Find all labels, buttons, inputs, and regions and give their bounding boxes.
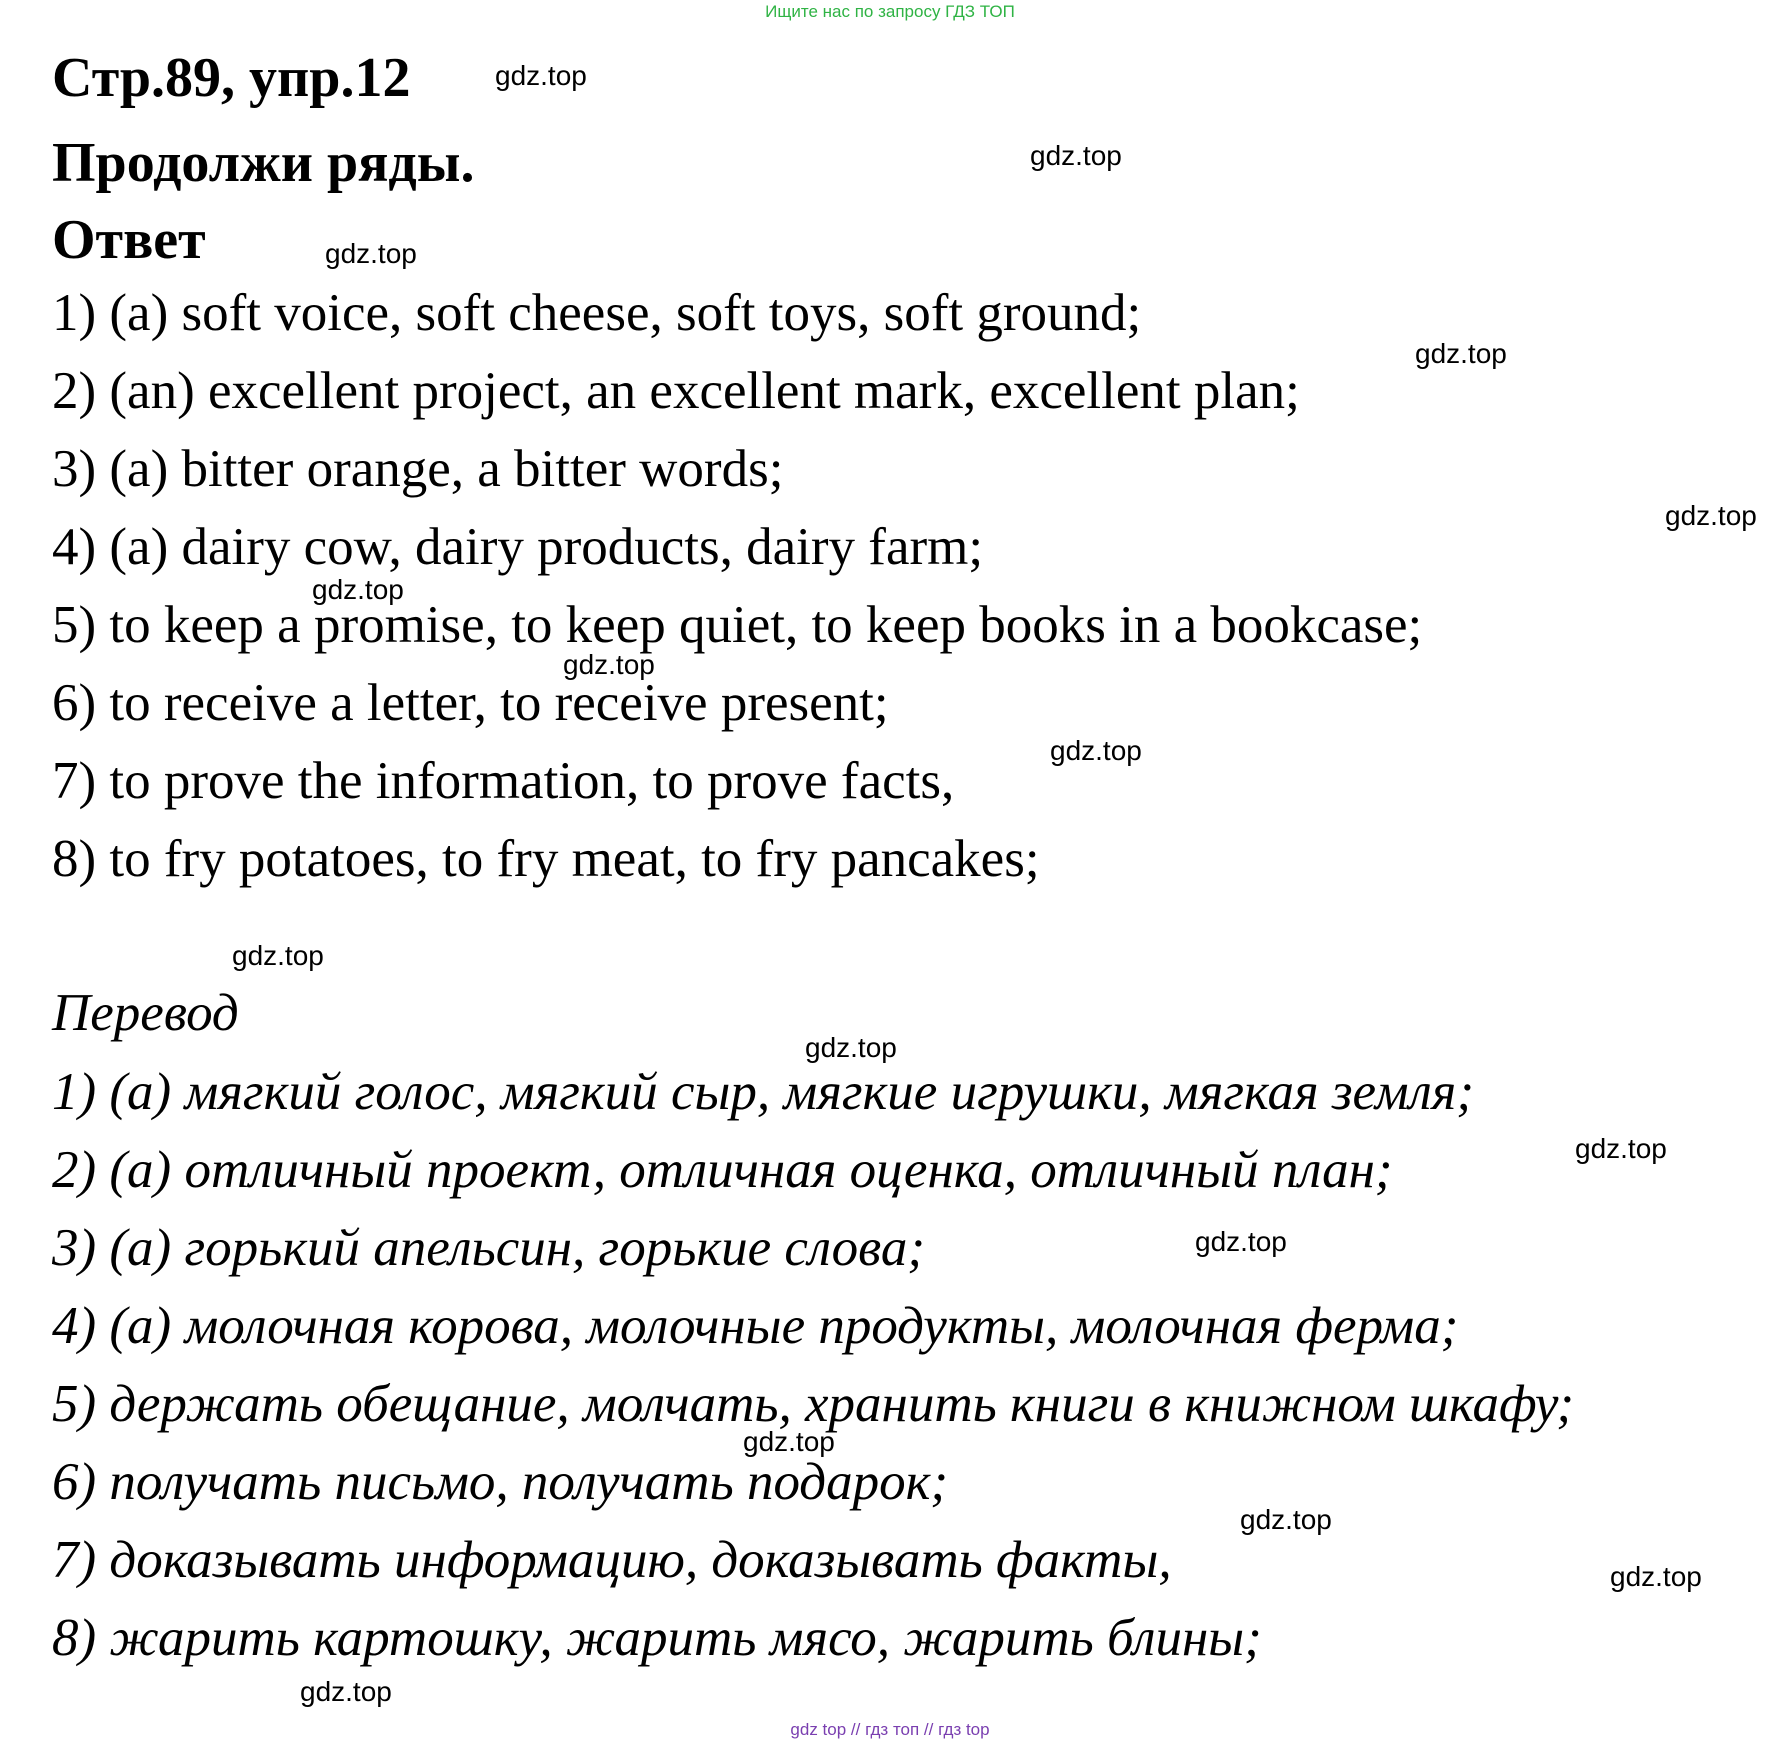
answer-line: 8) to fry potatoes, to fry meat, to fry pancakes; — [52, 830, 1040, 888]
translation-line: 7) доказывать информацию, доказывать факты, — [52, 1531, 1172, 1589]
top-banner[interactable]: Ищите нас по запросу ГДЗ ТОП — [765, 2, 1015, 21]
watermark: gdz.top — [805, 1032, 897, 1063]
watermark: gdz.top — [300, 1676, 392, 1707]
watermark: gdz.top — [743, 1426, 835, 1457]
watermark: gdz.top — [495, 60, 587, 91]
watermark: gdz.top — [1610, 1561, 1702, 1592]
watermark: gdz.top — [1195, 1226, 1287, 1257]
watermark: gdz.top — [1665, 500, 1757, 531]
footer-links[interactable]: gdz top // гдз топ // гдз top — [790, 1720, 990, 1739]
task-instruction: Продолжи ряды. — [52, 132, 475, 194]
translation-line: 8) жарить картошку, жарить мясо, жарить блины; — [52, 1609, 1262, 1667]
watermark: gdz.top — [1030, 140, 1122, 171]
answer-line: 3) (a) bitter orange, a bitter words; — [52, 440, 784, 498]
watermark: gdz.top — [563, 649, 655, 680]
answer-label: Ответ — [52, 209, 206, 271]
watermark: gdz.top — [325, 238, 417, 269]
watermark: gdz.top — [232, 940, 324, 971]
answer-line: 2) (an) excellent project, an excellent mark, excellent plan; — [52, 362, 1300, 420]
translation-line: 6) получать письмо, получать подарок; — [52, 1453, 949, 1511]
watermark: gdz.top — [312, 574, 404, 605]
answer-line: 6) to receive a letter, to receive present; — [52, 674, 889, 732]
translation-title: Перевод — [52, 984, 239, 1042]
translation-line: 3) (a) горький апельсин, горькие слова; — [52, 1219, 925, 1277]
translation-line: 4) (a) молочная корова, молочные продукты, молочная ферма; — [52, 1297, 1459, 1355]
translation-line: 5) держать обещание, молчать, хранить книги в книжном шкафу; — [52, 1375, 1574, 1433]
exercise-title: Стр.89, упр.12 — [52, 47, 411, 109]
answer-line: 1) (a) soft voice, soft cheese, soft toys, soft ground; — [52, 284, 1142, 342]
answer-line: 4) (a) dairy cow, dairy products, dairy farm; — [52, 518, 984, 576]
translation-line: 1) (a) мягкий голос, мягкий сыр, мягкие игрушки, мягкая земля; — [52, 1063, 1474, 1121]
watermark: gdz.top — [1415, 338, 1507, 369]
answer-line: 7) to prove the information, to prove facts, — [52, 752, 955, 810]
translation-line: 2) (a) отличный проект, отличная оценка, отличный план; — [52, 1141, 1393, 1199]
watermark: gdz.top — [1575, 1133, 1667, 1164]
watermark: gdz.top — [1240, 1504, 1332, 1535]
watermark: gdz.top — [1050, 735, 1142, 766]
answer-line: 5) to keep a promise, to keep quiet, to keep books in a bookcase; — [52, 596, 1423, 654]
